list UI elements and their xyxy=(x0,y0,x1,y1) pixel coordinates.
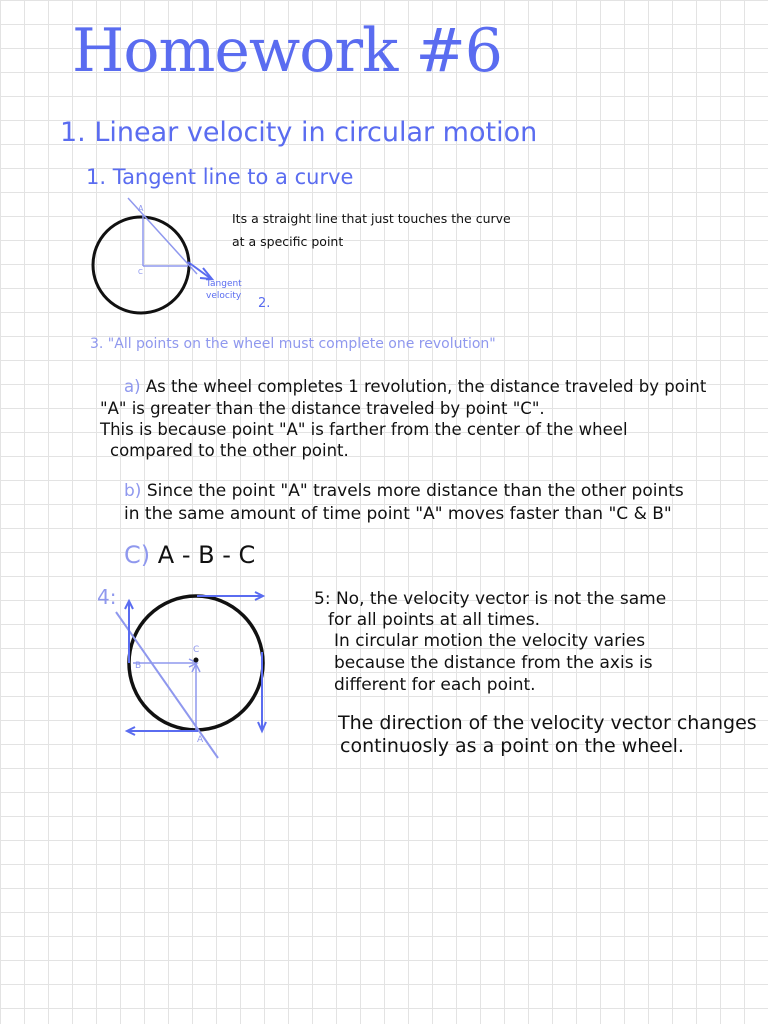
tangent-definition-line-2: at a specific point xyxy=(232,234,344,249)
center-point xyxy=(194,658,199,663)
tangent-definition-line-1: Its a straight line that just touches the curve xyxy=(232,211,511,226)
answer-a-line-3: This is because point "A" is farther from the center of the wheel xyxy=(100,420,628,439)
part-5-line-4: because the distance from the axis is xyxy=(334,653,653,673)
label-b-large: B xyxy=(135,661,142,671)
velocity-label: velocity xyxy=(206,291,242,301)
part-5-line-3: In circular motion the velocity varies xyxy=(334,631,646,651)
answer-b-line-2: in the same amount of time point "A" moves faster than "C & B" xyxy=(124,504,672,524)
item-number-2: 2. xyxy=(258,296,271,311)
part-5-line-2: for all points at all times. xyxy=(328,610,541,630)
part-5-line-6: The direction of the velocity vector changes xyxy=(338,712,757,734)
part-4-label: 4: xyxy=(97,585,117,609)
part-3-heading: 3. "All points on the wheel must complete one revolution" xyxy=(90,336,496,352)
answer-c-label: C) xyxy=(124,541,151,569)
part-5-line-1: 5: No, the velocity vector is not the same xyxy=(314,589,667,609)
page-title: Homework #6 xyxy=(72,16,502,86)
answer-a-text-1: As the wheel completes 1 revolution, the distance traveled by point xyxy=(145,377,707,396)
part-1-heading: 1. Tangent line to a curve xyxy=(86,165,354,189)
answer-a-line-2: "A" is greater than the distance traveled by point "C". xyxy=(100,399,545,418)
answer-b-text-1: Since the point "A" travels more distance than the other points xyxy=(146,481,684,501)
part-5-line-5: different for each point. xyxy=(334,675,536,695)
answer-c-text: A - B - C xyxy=(157,541,256,569)
part-5-line-7: continuosly as a point on the wheel. xyxy=(340,735,684,757)
answer-a-label: a) xyxy=(124,377,141,396)
label-c-small: C xyxy=(138,268,143,276)
section-1-heading: 1. Linear velocity in circular motion xyxy=(60,117,538,148)
tangent-label: Tangent xyxy=(206,279,242,289)
answer-b-label: b) xyxy=(124,481,142,501)
label-c-large: C xyxy=(193,645,200,655)
label-a-small: A xyxy=(138,204,144,213)
label-a-large: A xyxy=(197,735,204,745)
answer-a-line-4: compared to the other point. xyxy=(110,441,349,460)
